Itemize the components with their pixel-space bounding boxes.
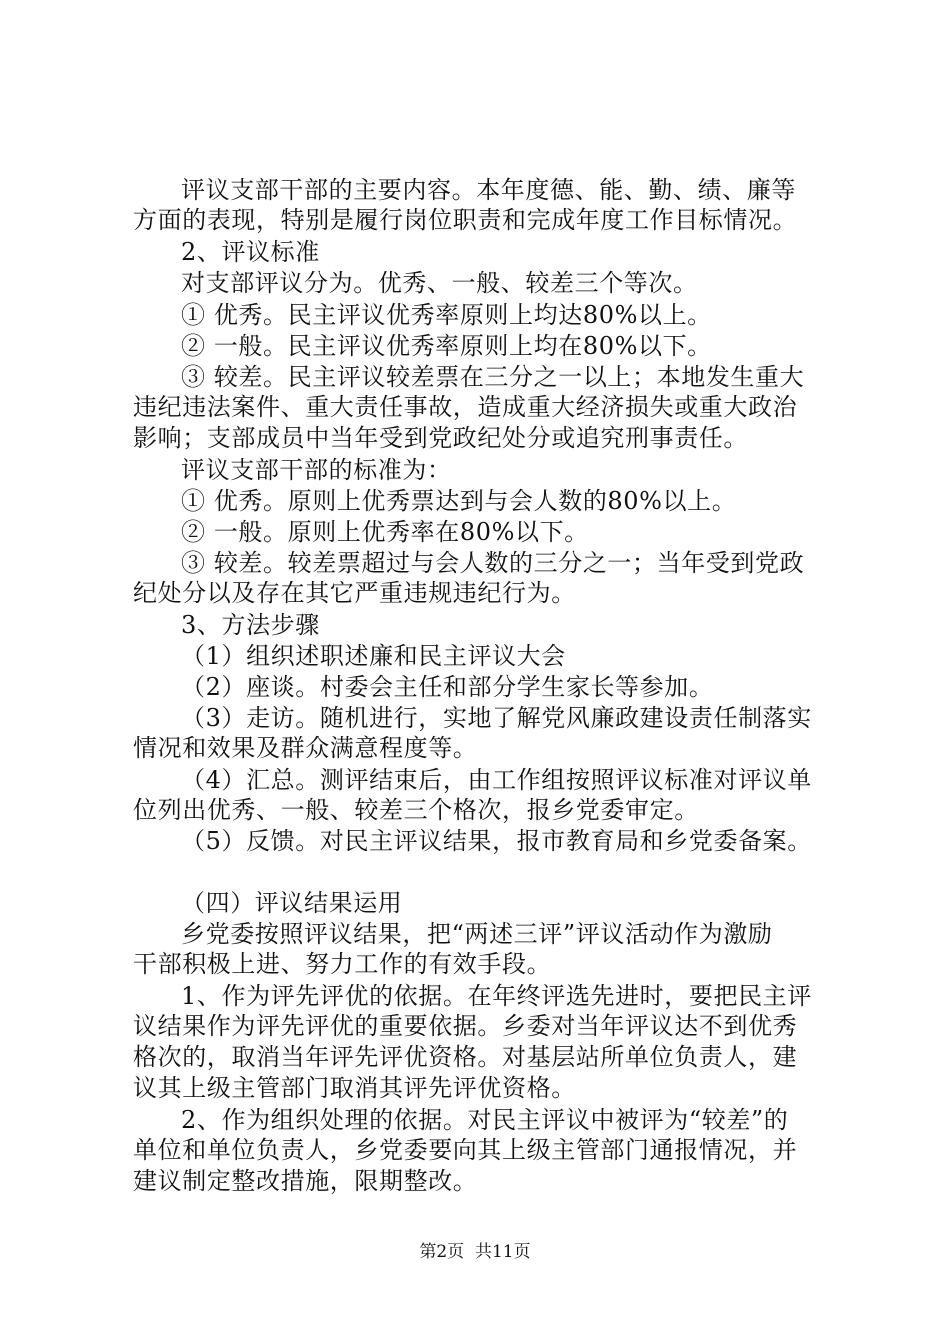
list-item: ③ 较差。较差票超过与会人数的三分之一；当年受到党政 (181, 549, 805, 577)
section-heading: 3、方法步骤 (181, 611, 320, 639)
paragraph-line: 方面的表现，特别是履行岗位职责和完成年度工作目标情况。 (133, 206, 798, 234)
list-item: （5）反馈。对民主评议结果，报市教育局和乡党委备案。 (181, 827, 812, 855)
section-heading: （四）评议结果运用 (181, 889, 403, 917)
paragraph-line: 单位和单位负责人，乡党委要向其上级主管部门通报情况，并 (133, 1136, 798, 1164)
list-item: ② 一般。原则上优秀率在80%以下。 (181, 518, 589, 546)
paragraph-line: 议其上级主管部门取消其评先评优资格。 (133, 1074, 576, 1102)
paragraph-line: 评议支部干部的主要内容。本年度德、能、勤、绩、廉等 (181, 176, 796, 204)
paragraph-line: 评议支部干部的标准为： (181, 456, 452, 484)
paragraph-line: 情况和效果及群众满意程度等。 (133, 734, 478, 762)
list-item: ① 优秀。民主评议优秀率原则上均达80%以上。 (181, 301, 712, 329)
paragraph-line: 违纪违法案件、重大责任事故，造成重大经济损失或重大政治 (133, 393, 798, 421)
page-number-footer: 第2页 共11页 (419, 1242, 531, 1262)
paragraph-line: 干部积极上进、努力工作的有效手段。 (133, 950, 552, 978)
section-heading: 2、评议标准 (181, 238, 320, 266)
paragraph-line: 纪处分以及存在其它严重违规违纪行为。 (133, 579, 576, 607)
list-item: （2）座谈。村委会主任和部分学生家长等参加。 (181, 673, 714, 701)
paragraph-line: 1、作为评先评优的依据。在年终评选先进时，要把民主评 (181, 982, 812, 1010)
list-item: ① 优秀。原则上优秀票达到与会人数的80%以上。 (181, 487, 737, 515)
list-item: ② 一般。民主评议优秀率原则上均在80%以下。 (181, 332, 712, 360)
paragraph-line: 影响；支部成员中当年受到党政纪处分或追究刑事责任。 (133, 424, 748, 452)
paragraph-line: 议结果作为评先评优的重要依据。乡委对当年评议达不到优秀 (133, 1012, 798, 1040)
paragraph-line: 建议制定整改措施，限期整改。 (133, 1167, 478, 1195)
paragraph-line: 乡党委按照评议结果，把“两述三评”评议活动作为激励 (181, 920, 773, 948)
list-item: ③ 较差。民主评议较差票在三分之一以上；本地发生重大 (181, 363, 805, 391)
list-item: （3）走访。随机进行，实地了解党风廉政建设责任制落实 (181, 704, 812, 732)
list-item: （4）汇总。测评结束后，由工作组按照评议标准对评议单 (181, 766, 812, 794)
paragraph-line: 格次的，取消当年评先评优资格。对基层站所单位负责人，建 (133, 1043, 798, 1071)
paragraph-line: 位列出优秀、一般、较差三个格次，报乡党委审定。 (133, 796, 699, 824)
paragraph-line: 对支部评议分为。优秀、一般、较差三个等次。 (181, 269, 698, 297)
list-item: （1）组织述职述廉和民主评议大会 (181, 642, 566, 670)
paragraph-line: 2、作为组织处理的依据。对民主评议中被评为“较差”的 (181, 1106, 789, 1134)
